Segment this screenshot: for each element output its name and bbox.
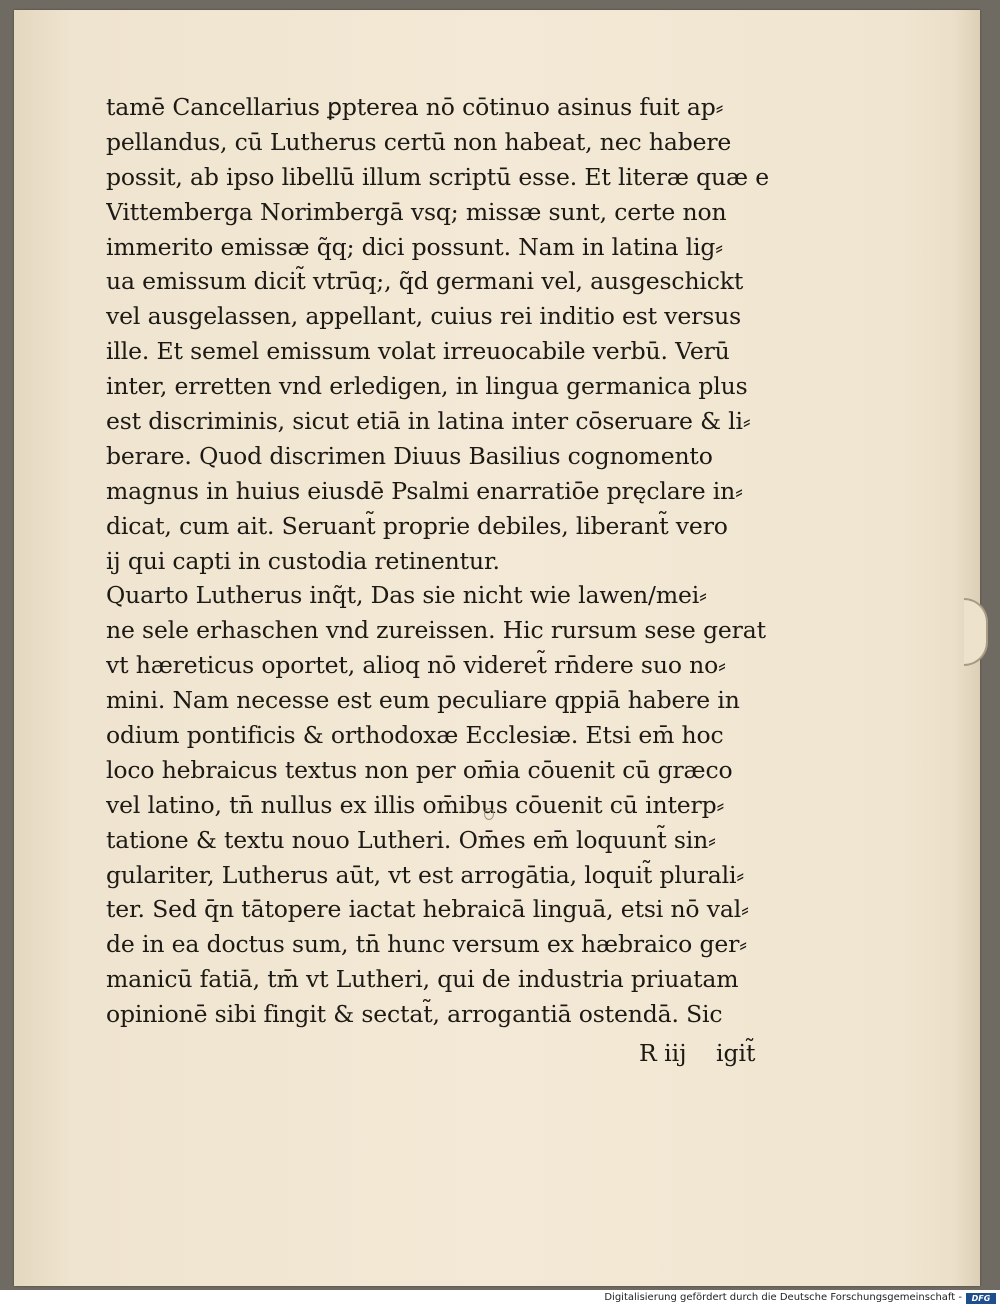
text-line: ij qui capti in custodia retinentur. <box>106 546 500 575</box>
text-line: tamē Cancellarius ꝑpterea nō cōtinuo asinus fuit ap⸗ <box>106 93 724 121</box>
dfg-logo-icon[interactable]: DFG <box>966 1293 996 1304</box>
text-line: ille. Et semel emissum volat irreuocabile verbū. Verū <box>106 337 730 366</box>
text-line: ter. Sed q̄n tātopere iactat hebraicā linguā, etsi nō val⸗ <box>106 895 749 924</box>
text-line: ua emissum dicit̃ vtrūq;, q̃d germani vel, ausgeschickt <box>106 267 744 296</box>
text-line: manicū fatiā, tm̄ vt Lutheri, qui de industria priuatam <box>106 965 739 994</box>
text-line: immerito emissæ q̃q; dici possunt. Nam in latina lig⸗ <box>106 232 723 261</box>
text-line: vel ausgelassen, appellant, cuius rei inditio est versus <box>106 302 742 331</box>
signature-mark: R iij <box>639 1039 687 1067</box>
text-line: dicat, cum ait. Seruant̃ proprie debiles, liberant̃ vero <box>106 511 728 540</box>
text-line: vt hæreticus oportet, alioq nō videret̃ rn̄dere suo no⸗ <box>106 651 726 680</box>
signature-line <box>639 1039 778 1067</box>
text-line: Vittemberga Norimbergā vsq; missæ sunt, certe non <box>106 197 727 226</box>
text-line: est discriminis, sicut etiā in latina inter cōseruare & li⸗ <box>106 407 751 436</box>
text-line: ne sele erhaschen vnd zureissen. Hic rursum sese gerat <box>106 616 766 645</box>
book-page <box>14 10 980 1286</box>
text-line: opinionē sibi fingit & sectat̃, arrogantiā ostendā. Sic <box>106 1000 723 1029</box>
text-line: possit, ab ipso libellū illum scriptū esse. Et literæ quæ e <box>106 162 770 191</box>
text-line: tatione & textu nouo Lutheri. Om̄es em̄ loquunt̃ sin⸗ <box>106 825 716 854</box>
text-line: inter, erretten vnd erledigen, in lingua germanica plus <box>106 372 748 401</box>
text-line: pellandus, cū Lutherus certū non habeat, nec habere <box>106 127 732 156</box>
text-line: Quarto Lutherus inq̃t, Das sie nicht wie lawen/mei⸗ <box>106 581 707 610</box>
text-line: de in ea doctus sum, tn̄ hunc versum ex hæbraico ger⸗ <box>106 930 747 959</box>
paper-spot <box>484 808 494 820</box>
text-line: berare. Quod discrimen Diuus Basilius cognomento <box>106 441 713 470</box>
text-line: loco hebraicus textus non per om̄ia cōuenit cū græco <box>106 755 733 784</box>
text-line: magnus in huius eiusdē Psalmi enarratiōe pręclare in⸗ <box>106 476 743 505</box>
page-curl <box>964 598 988 666</box>
catchword: igit̃ <box>715 1039 756 1067</box>
footer-funding-text: Digitalisierung gefördert durch die Deutsche Forschungsgemeinschaft - <box>604 1292 962 1303</box>
text-line: gulariter, Lutherus aūt, vt est arrogātia, loquit̃ plurali⸗ <box>106 860 745 889</box>
footer-bar <box>0 1290 1000 1307</box>
text-line: odium pontificis & orthodoxæ Ecclesiæ. Etsi em̄ hoc <box>106 721 724 750</box>
text-line: mini. Nam necesse est eum peculiare qppiā habere in <box>106 686 740 715</box>
page-text <box>106 90 806 1032</box>
text-line: vel latino, tn̄ nullus ex illis om̄ibus cōuenit cū interp⸗ <box>106 790 725 819</box>
